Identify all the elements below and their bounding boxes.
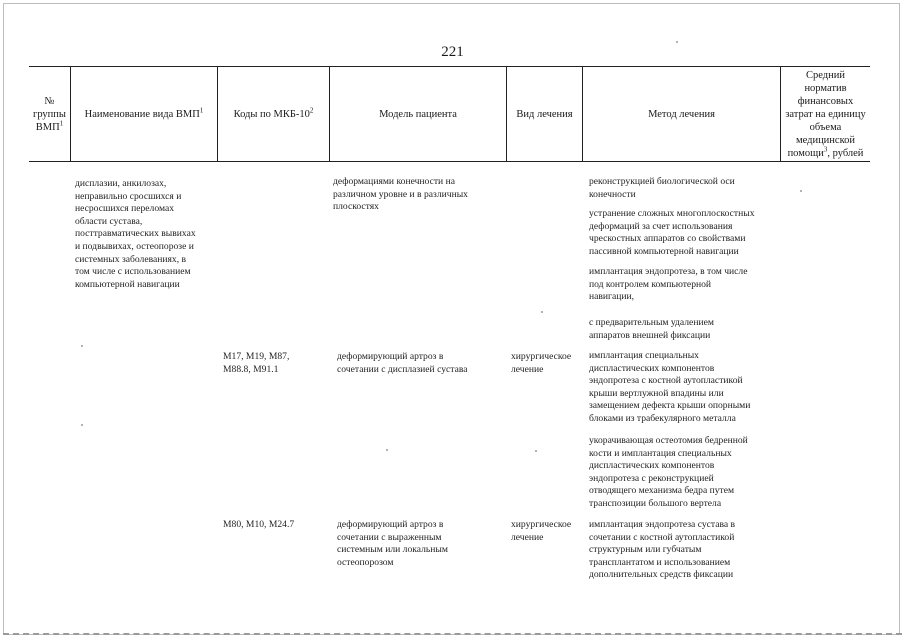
text-line: сочетании с выраженным xyxy=(337,531,442,543)
text-line: эндопротеза с костной аутопластикой xyxy=(589,375,743,387)
text-line: с предварительным удалением xyxy=(589,317,714,328)
text-line: навигации, xyxy=(589,291,635,303)
header-cost-sup: 3 xyxy=(823,145,828,153)
text-line: M17, M19, M87, xyxy=(223,351,290,362)
header-type-name-text: Наименование вида ВМП xyxy=(84,108,200,120)
text-line: M80, M10, M24.7 xyxy=(223,519,295,530)
header-group-number-sup: 1 xyxy=(59,119,64,127)
scan-speck xyxy=(541,311,543,313)
text-line: сочетании с костной аутопластикой xyxy=(589,531,735,543)
method-fixation-removal xyxy=(589,317,789,342)
text-line: дисплазии, анкилозах, xyxy=(75,178,167,189)
scan-speck xyxy=(386,449,388,451)
scan-speck xyxy=(676,41,678,43)
text-line: пассивной компьютерной навигации xyxy=(589,245,739,257)
header-group-number-abbr-line xyxy=(33,121,66,134)
page-number: 221 xyxy=(441,44,464,60)
text-line: диспластических компонентов xyxy=(589,460,715,472)
text-line: компьютерной навигации xyxy=(75,278,180,290)
text-line: деформирующий артроз в xyxy=(337,519,444,530)
text-line: системных заболеваниях, в xyxy=(75,253,187,265)
method-reconstruction xyxy=(589,176,789,201)
row2-method-dysplastic-components xyxy=(589,350,789,426)
header-icd-codes-sup: 2 xyxy=(309,106,314,114)
scan-speck xyxy=(535,450,537,452)
text-line: хирургическое xyxy=(511,519,572,530)
header-type-name xyxy=(70,67,217,161)
text-line: под контролем компьютерной xyxy=(589,278,712,290)
text-line: отводящего механизма бедра путем xyxy=(589,485,735,497)
text-line: чрескостных аппаратов со свойствами xyxy=(589,233,746,245)
text-line: крыши вертлужной впадины или xyxy=(589,387,724,399)
text-line: деформациями конечности на xyxy=(333,176,455,187)
text-line: и подвывихах, остеопорозе и xyxy=(75,240,194,252)
text-line: кости и имплантация специальных xyxy=(589,447,732,459)
text-line: транспозиции большого вертела xyxy=(589,497,722,509)
text-line: имплантация эндопротеза сустава в xyxy=(589,519,736,530)
type-name-continuation xyxy=(75,178,220,291)
page-bottom-edge xyxy=(3,633,902,635)
text-line: диспластических компонентов xyxy=(589,362,715,374)
text-line: остеопорозом xyxy=(337,556,394,568)
row3-patient-model xyxy=(337,519,502,569)
header-cost-rubles: , рублей xyxy=(827,147,864,159)
scan-speck xyxy=(81,345,83,347)
text-line: трансплантатом и использованием xyxy=(589,556,731,568)
text-line: устранение сложных многоплоскостных xyxy=(589,208,755,219)
header-cost-line: норматив xyxy=(804,82,847,94)
header-group-number-mark: № xyxy=(44,95,55,107)
header-cost-line: объема xyxy=(809,121,842,133)
header-treatment-type: Вид лечения xyxy=(506,67,582,161)
patient-model-continuation xyxy=(333,176,503,214)
scan-speck xyxy=(81,424,83,426)
header-group-number xyxy=(29,67,70,161)
text-line: блоками из трабекулярного металла xyxy=(589,412,736,424)
row2-treatment-type xyxy=(511,351,586,376)
text-line: системным или локальным xyxy=(337,544,448,556)
text-line: имплантация эндопротеза, в том числе xyxy=(589,266,748,277)
header-icd-codes xyxy=(217,67,329,161)
row3-icd-codes xyxy=(223,519,323,532)
text-line: деформирующий артроз в xyxy=(337,351,444,362)
text-line: реконструкцией биологической оси xyxy=(589,176,735,187)
header-cost-line: затрат на единицу xyxy=(785,108,866,120)
text-line: дополнительных средств фиксации xyxy=(589,569,734,581)
row3-treatment-type xyxy=(511,519,586,544)
row3-method-endoprosthesis xyxy=(589,519,789,582)
scan-speck xyxy=(800,190,802,192)
text-line: аппаратов внешней фиксации xyxy=(589,329,711,341)
header-cost-line: финансовых xyxy=(797,95,854,107)
header-patient-model: Модель пациента xyxy=(329,67,506,161)
text-line: сочетании с дисплазией сустава xyxy=(337,363,468,375)
text-line: лечение xyxy=(511,363,544,375)
text-line: эндопротеза с реконструкцией xyxy=(589,472,714,484)
text-line: лечение xyxy=(511,531,544,543)
text-line: конечности xyxy=(589,188,636,200)
text-line: деформаций за счет использования xyxy=(589,220,733,232)
header-cost-line: медицинской xyxy=(795,134,856,146)
header-cost-line-last xyxy=(785,147,866,160)
header-group-number-abbr: ВМП xyxy=(35,121,60,133)
text-line: различном уровне и в различных xyxy=(333,188,468,200)
method-deformity-correction xyxy=(589,208,789,258)
text-line: структурным или губчатым xyxy=(589,544,702,556)
text-line: области сустава, xyxy=(75,215,143,227)
text-line: несросшихся переломах xyxy=(75,203,175,215)
header-type-name-sup: 1 xyxy=(199,106,204,114)
method-endoprosthesis-navigation xyxy=(589,266,789,304)
text-line: том числе с использованием xyxy=(75,266,191,278)
row2-method-osteotomy xyxy=(589,435,789,511)
header-icd-codes-text: Коды по МКБ-10 xyxy=(233,108,310,120)
header-cost-line: Средний xyxy=(806,69,845,81)
text-line: замещением дефекта крыши опорными xyxy=(589,400,751,412)
text-line: посттравматических вывихах xyxy=(75,228,196,240)
header-treatment-method: Метод лечения xyxy=(582,67,780,161)
text-line: имплантация специальных xyxy=(589,350,699,361)
row2-patient-model xyxy=(337,351,502,376)
text-line: плоскостях xyxy=(333,201,379,213)
text-line: неправильно сросшихся и xyxy=(75,190,182,202)
text-line: M88.8, M91.1 xyxy=(223,363,279,375)
header-group-number-word: группы xyxy=(33,108,66,120)
text-line: хирургическое xyxy=(511,351,572,362)
table-header xyxy=(29,66,870,162)
header-cost-help: помощи xyxy=(787,147,824,159)
row2-icd-codes xyxy=(223,351,323,376)
text-line: укорачивающая остеотомия бедренной xyxy=(589,435,748,446)
header-average-cost xyxy=(780,67,870,161)
